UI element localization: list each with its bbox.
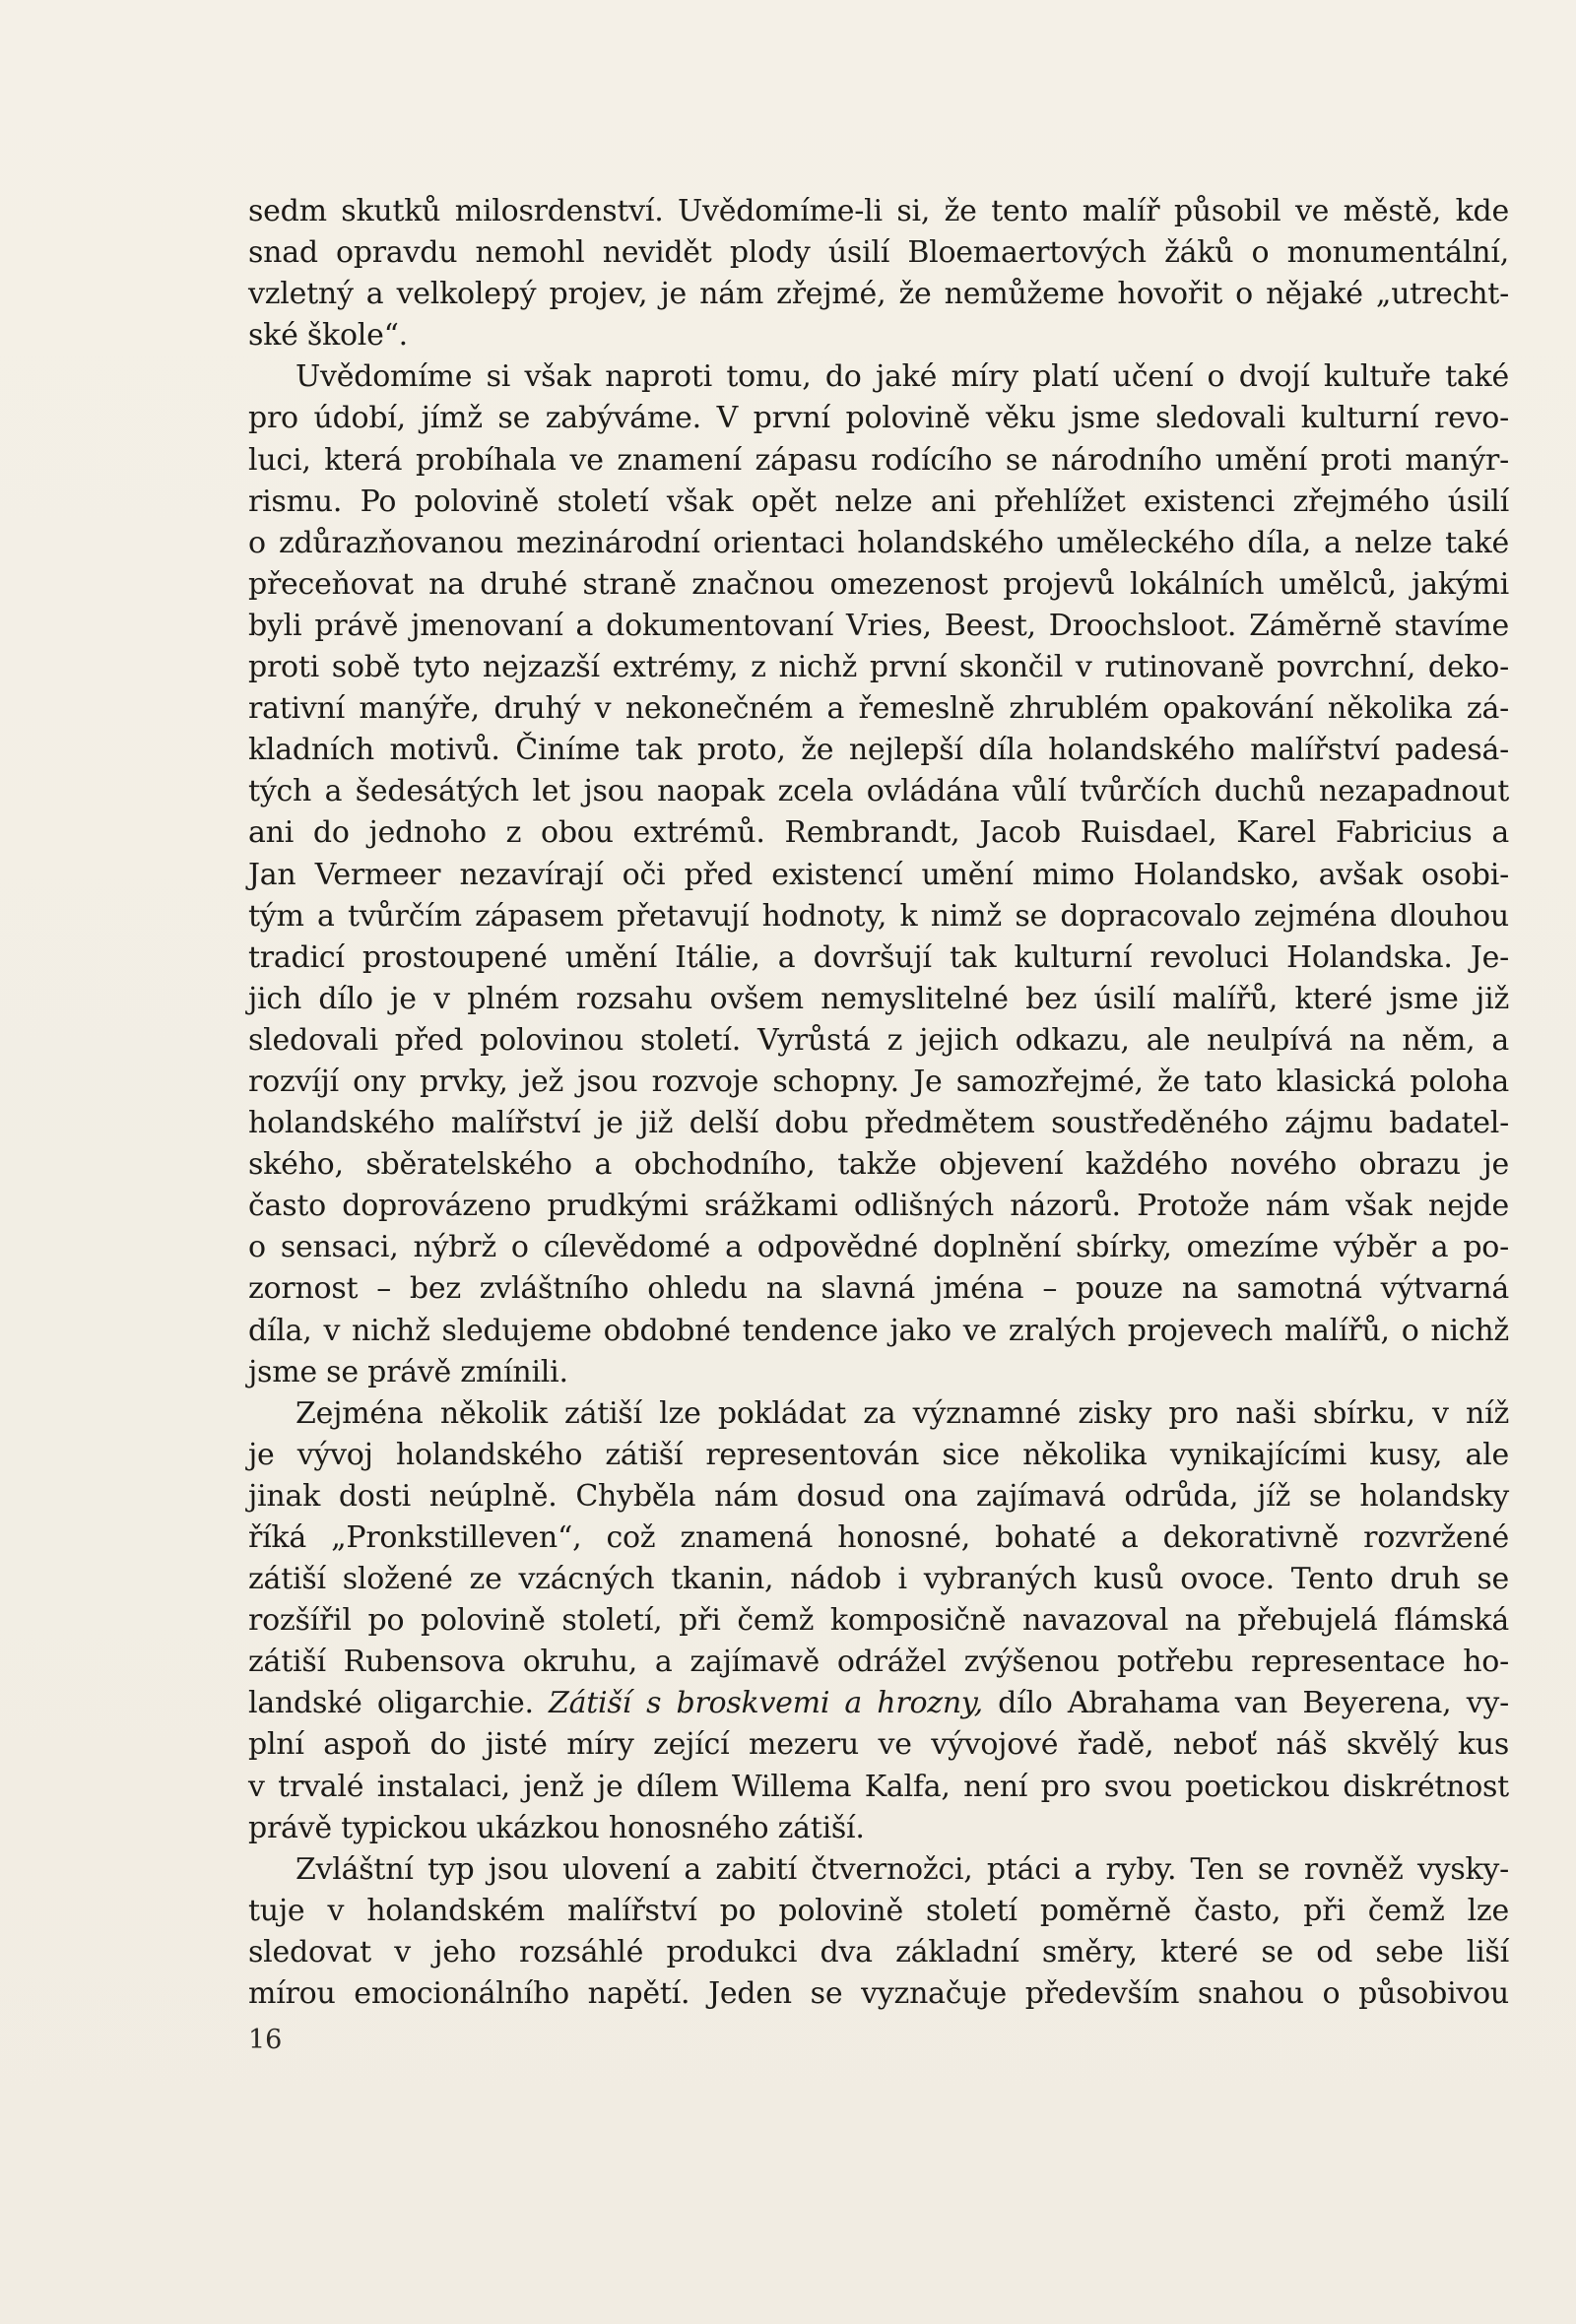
italic-title: Zátiší s broskvemi a hrozny, — [549, 1686, 983, 1721]
text-span: ského, sběratelského a obchodního, takže objevení každého nového obrazu je — [248, 1147, 1509, 1183]
text-span: tým a tvůrčím zápasem přetavují hodnoty, k nimž se dopracovalo zejména dlouhou — [248, 898, 1509, 934]
text-line — [248, 1186, 1509, 1227]
text-line — [248, 315, 1509, 356]
text-span: landské oligarchie. — [248, 1686, 550, 1721]
text-span: jinak dosti neúplně. Chyběla nám dosud ona zajímavá odrůda, jíž se holandsky — [248, 1478, 1509, 1514]
text-span: sedm skutků milosrdenství. Uvědomíme-li si, že tento malíř působil ve městě, kde — [248, 194, 1509, 228]
text-line — [248, 1600, 1509, 1642]
text-line — [248, 398, 1509, 439]
text-span: rozvíjí ony prvky, jež jsou rozvoje schopny. Je samozřejmé, že tato klasická poloha — [248, 1064, 1509, 1099]
text-span: proti sobě tyto nejzazší extrémy, z nichž první skončil v rutinovaně povrchní, deko- — [248, 650, 1509, 685]
text-span: dílo Abrahama van Beyerena, vy- — [982, 1686, 1509, 1721]
text-line — [248, 1311, 1509, 1352]
text-line — [248, 1767, 1509, 1808]
text-span: ani do jednoho z obou extrémů. Rembrandt, Jacob Ruisdael, Karel Fabricius a — [248, 815, 1509, 851]
text-line — [248, 1227, 1509, 1268]
body-text — [248, 191, 1509, 2015]
text-span: tuje v holandském malířství po polovině století poměrně často, při čemž lze — [248, 1893, 1509, 1928]
text-line — [248, 1724, 1509, 1766]
text-span: je vývoj holandského zátiší representován sice několika vynikajícími kusy, ale — [248, 1437, 1509, 1472]
text-line — [248, 1517, 1509, 1559]
text-line — [248, 1144, 1509, 1186]
text-span: plní aspoň do jisté míry zející mezeru ve vývojové řadě, neboť náš skvělý kus — [248, 1727, 1509, 1763]
text-span: luci, která probíhala ve znamení zápasu rodícího se národního umění proti manýr- — [248, 442, 1509, 478]
text-span: v trvalé instalaci, jenž je dílem Willema Kalfa, není pro svou poetickou diskrétnost — [248, 1769, 1509, 1804]
text-span: byli právě jmenovaní a dokumentovaní Vries, Beest, Droochsloot. Záměrně stavíme — [248, 608, 1509, 643]
text-line — [248, 855, 1509, 896]
text-line — [248, 1103, 1509, 1144]
page-number: 16 — [248, 2025, 283, 2055]
text-line — [248, 564, 1509, 606]
text-line — [248, 1849, 1509, 1891]
text-span: přeceňovat na druhé straně značnou omezenost projevů lokálních umělců, jakými — [248, 566, 1509, 602]
text-line — [248, 482, 1509, 523]
text-line — [248, 1062, 1509, 1103]
text-span: o zdůrazňovanou mezinárodní orientaci holandského uměleckého díla, a nelze také — [248, 525, 1509, 560]
text-line — [248, 1891, 1509, 1932]
text-span: rismu. Po polovině století však opět nelze ani přehlížet existenci zřejmého úsilí — [248, 484, 1509, 519]
text-span: říká „Pronkstilleven“, což znamená honosné, bohaté a dekorativně rozvržené — [248, 1520, 1509, 1555]
text-span: rozšířil po polovině století, při čemž komposičně navazoval na přebujelá flámská — [248, 1603, 1509, 1639]
text-line — [248, 606, 1509, 647]
text-line — [248, 812, 1509, 854]
text-line — [248, 647, 1509, 688]
text-span: Uvědomíme si však naproti tomu, do jaké míry platí učení o dvojí kultuře také — [296, 359, 1509, 395]
text-span: sledovali před polovinou století. Vyrůstá z jejich odkazu, ale neulpívá na něm, a — [248, 1022, 1509, 1058]
text-line — [248, 771, 1509, 812]
text-line — [248, 937, 1509, 979]
text-line — [248, 1352, 1509, 1393]
text-span: snad opravdu nemohl nevidět plody úsilí Bloemaertových žáků o monumentální, — [248, 235, 1509, 271]
text-line — [248, 440, 1509, 482]
text-span: Zvláštní typ jsou ulovení a zabití čtvernožci, ptáci a ryby. Ten se rovněž vysky- — [296, 1851, 1509, 1887]
text-line — [248, 356, 1509, 398]
text-line — [248, 1932, 1509, 1973]
text-line — [248, 1642, 1509, 1683]
text-line — [248, 191, 1509, 232]
text-line — [248, 1020, 1509, 1062]
text-line — [248, 1435, 1509, 1476]
text-line — [248, 730, 1509, 771]
text-line — [248, 979, 1509, 1020]
text-line — [248, 274, 1509, 315]
text-span: často doprovázeno prudkými srážkami odlišných názorů. Protože nám však nejde — [248, 1189, 1509, 1224]
text-span: o sensaci, nýbrž o cílevědomé a odpovědné doplnění sbírky, omezíme výběr a po- — [248, 1230, 1509, 1265]
text-span: zornost – bez zvláštního ohledu na slavná jména – pouze na samotná výtvarná — [248, 1271, 1509, 1307]
text-span: zátiší složené ze vzácných tkanin, nádob i vybraných kusů ovoce. Tento druh se — [248, 1562, 1509, 1597]
text-span: kladních motivů. Činíme tak proto, že nejlepší díla holandského malířství padesá- — [248, 733, 1509, 768]
text-line — [248, 688, 1509, 730]
text-line — [248, 523, 1509, 564]
text-span: díla, v nichž sledujeme obdobné tendence jako ve zralých projevech malířů, o nichž — [248, 1313, 1509, 1348]
text-line — [248, 1973, 1509, 2015]
text-line — [248, 1683, 1509, 1724]
text-span: tradicí prostoupené umění Itálie, a dovršují tak kulturní revoluci Holandska. Je- — [248, 939, 1509, 975]
text-span: jich dílo je v plném rozsahu ovšem nemyslitelné bez úsilí malířů, které jsme již — [248, 981, 1509, 1016]
text-span: vzletný a velkolepý projev, je nám zřejmé, že nemůžeme hovořit o nějaké „utrecht- — [248, 277, 1509, 312]
text-span: Zejména několik zátiší lze pokládat za významné zisky pro naši sbírku, v níž — [296, 1395, 1509, 1431]
text-span: sledovat v jeho rozsáhlé produkci dva základní směry, které se od sebe liší — [248, 1934, 1509, 1969]
text-span: rativní manýře, druhý v nekonečném a řemeslně zhrublém opakování několika zá- — [248, 691, 1509, 727]
text-span: pro údobí, jímž se zabýváme. V první polovině věku jsme sledovali kulturní revo- — [248, 401, 1509, 436]
text-span: jsme se právě zmínili. — [248, 1354, 568, 1389]
text-span: tých a šedesátých let jsou naopak zcela ovládána vůlí tvůrčích duchů nezapadnout — [248, 774, 1509, 809]
text-line — [248, 1268, 1509, 1310]
text-line — [248, 1559, 1509, 1600]
text-span: ské škole“. — [248, 318, 408, 354]
text-span: holandského malířství je již delší dobu předmětem soustředěného zájmu badatel- — [248, 1106, 1509, 1141]
text-line — [248, 1393, 1509, 1435]
text-span: Jan Vermeer nezavírají oči před existencí umění mimo Holandsko, avšak osobi- — [248, 857, 1509, 892]
text-span: mírou emocionálního napětí. Jeden se vyznačuje především snahou o působivou — [248, 1976, 1509, 2012]
text-line — [248, 1808, 1509, 1849]
text-line — [248, 1476, 1509, 1517]
text-span: zátiší Rubensova okruhu, a zajímavě odrážel zvýšenou potřebu representace ho- — [248, 1645, 1509, 1680]
text-line — [248, 232, 1509, 274]
text-line — [248, 896, 1509, 937]
text-span: právě typickou ukázkou honosného zátiší. — [248, 1810, 865, 1845]
